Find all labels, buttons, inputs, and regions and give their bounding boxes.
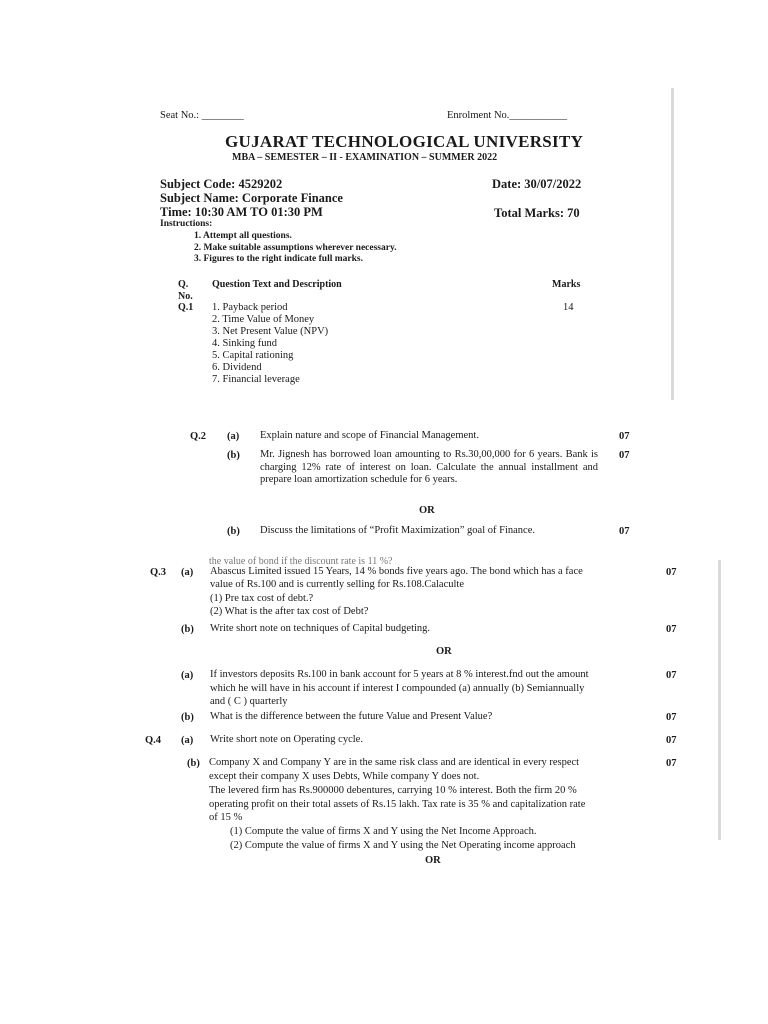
cut-off-text: the value of bond if the discount rate is 11 %? xyxy=(209,556,393,567)
q2-b-label: (b) xyxy=(227,450,240,461)
q4-a-text: Write short note on Operating cycle. xyxy=(210,734,363,745)
q4-b-line2: except their company X uses Debts, While company Y does not. xyxy=(209,771,480,782)
q3-a-line1: Abascus Limited issued 15 Years, 14 % bonds five years ago. The bond which has a face xyxy=(210,566,583,577)
q4-b-line3: The levered firm has Rs.900000 debentures, carrying 10 % interest. Both the firm 20 % xyxy=(209,785,577,796)
q3-a-sub1: (1) Pre tax cost of debt.? xyxy=(210,593,314,604)
q3-a2-line2: which he will have in his account if interest I compounded (a) annually (b) Semiannually xyxy=(210,683,585,694)
q1-item: 1. Payback period xyxy=(212,302,288,313)
exam-time: Time: 10:30 AM TO 01:30 PM xyxy=(160,205,323,219)
instruction-item: 1. Attempt all questions. xyxy=(194,231,292,241)
q2-b2-marks: 07 xyxy=(619,526,630,537)
q2-a-text: Explain nature and scope of Financial Management. xyxy=(260,430,479,441)
seat-no: Seat No.: ________ xyxy=(160,110,244,121)
q1-item: 3. Net Present Value (NPV) xyxy=(212,326,329,337)
q3-a2-label: (a) xyxy=(181,670,194,681)
exam-date: Date: 30/07/2022 xyxy=(492,177,582,191)
q2-a-marks: 07 xyxy=(619,431,630,442)
q1-item: 2. Time Value of Money xyxy=(212,314,315,325)
q4-or: OR xyxy=(425,855,441,866)
q3-b-label: (b) xyxy=(181,624,194,635)
q1-item: 7. Financial leverage xyxy=(212,374,300,385)
instruction-item: 3. Figures to the right indicate full marks. xyxy=(194,254,363,264)
q4-a-marks: 07 xyxy=(666,735,677,746)
university-title: GUJARAT TECHNOLOGICAL UNIVERSITY xyxy=(225,132,584,151)
q1-item: 4. Sinking fund xyxy=(212,338,278,349)
col-q-no-2: No. xyxy=(178,291,193,302)
q2-a-label: (a) xyxy=(227,431,240,442)
q1-number: Q.1 xyxy=(178,302,194,313)
q1-marks: 14 xyxy=(563,302,574,313)
enrolment-no: Enrolment No.___________ xyxy=(447,110,568,121)
q4-b-marks: 07 xyxy=(666,758,677,769)
exam-title: MBA – SEMESTER – II - EXAMINATION – SUMMER 2022 xyxy=(232,152,498,163)
q3-a-line2: value of Rs.100 and is currently selling for Rs.108.Calaculte xyxy=(210,579,464,590)
q3-a-label: (a) xyxy=(181,567,194,578)
q3-b-marks: 07 xyxy=(666,624,677,635)
q4-a-label: (a) xyxy=(181,735,194,746)
subject-code: Subject Code: 4529202 xyxy=(160,177,283,191)
q3-b-text: Write short note on techniques of Capital budgeting. xyxy=(210,623,431,634)
q4-b-line1: Company X and Company Y are in the same risk class and are identical in every respect xyxy=(209,757,580,768)
subject-name: Subject Name: Corporate Finance xyxy=(160,191,343,205)
q3-number: Q.3 xyxy=(150,567,167,578)
q2-or: OR xyxy=(419,505,435,516)
q3-a2-line1: If investors deposits Rs.100 in bank account for 5 years at 8 % interest.fnd out the amount xyxy=(210,669,589,680)
col-q-no: Q. xyxy=(178,279,189,290)
scan-edge-top xyxy=(671,88,674,400)
q2-b-text: Mr. Jignesh has borrowed loan amounting to Rs.30,00,000 for 6 years. Bank is charging 12% rate of interest on loan. Calculate the annual installment and prepare loan amortization schedule for 6 years. xyxy=(260,449,598,485)
q3-a-sub2: (2) What is the after tax cost of Debt? xyxy=(210,606,369,617)
q4-number: Q.4 xyxy=(145,735,162,746)
q2-b-marks: 07 xyxy=(619,450,630,461)
q3-a2-line3: and ( C ) quarterly xyxy=(210,696,288,707)
q2-number: Q.2 xyxy=(190,431,207,442)
instructions-title: Instructions: xyxy=(160,219,213,229)
q3-b2-marks: 07 xyxy=(666,712,677,723)
q3-a2-marks: 07 xyxy=(666,670,677,681)
q2-b2-label: (b) xyxy=(227,526,240,537)
scan-edge-bottom xyxy=(718,560,721,840)
q4-b-line4: operating profit on their total assets of Rs.15 lakh. Tax rate is 35 % and capitalization rate xyxy=(209,799,586,810)
instruction-item: 2. Make suitable assumptions wherever necessary. xyxy=(194,243,397,253)
q4-b-sub1: (1) Compute the value of firms X and Y using the Net Income Approach. xyxy=(230,826,537,837)
q3-b2-label: (b) xyxy=(181,712,194,723)
col-marks: Marks xyxy=(552,279,581,290)
q4-b-label: (b) xyxy=(187,758,200,769)
q2-b2-text: Discuss the limitations of “Profit Maximization” goal of Finance. xyxy=(260,525,535,536)
q4-b-line5: of 15 % xyxy=(209,812,243,823)
total-marks: Total Marks: 70 xyxy=(494,206,580,220)
q3-b2-text: What is the difference between the future Value and Present Value? xyxy=(210,711,493,722)
q3-a-marks: 07 xyxy=(666,567,677,578)
q1-item: 5. Capital rationing xyxy=(212,350,294,361)
q3-or: OR xyxy=(436,646,452,657)
col-question: Question Text and Description xyxy=(212,279,342,290)
q4-b-sub2: (2) Compute the value of firms X and Y using the Net Operating income approach xyxy=(230,840,576,851)
q1-item: 6. Dividend xyxy=(212,362,262,373)
